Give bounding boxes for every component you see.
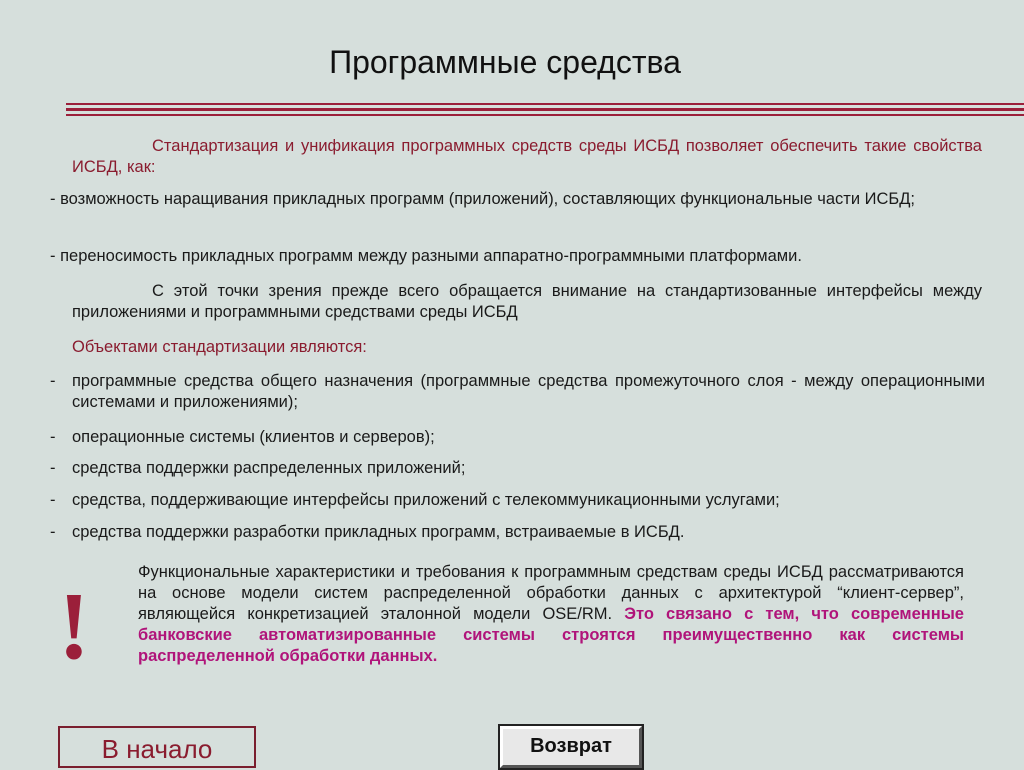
list-dash: - bbox=[50, 428, 56, 446]
property-item-2: - переносимость прикладных программ между разными аппаратно-программными платформами. bbox=[50, 247, 802, 265]
list-item-text: операционные системы (клиентов и серверов); bbox=[72, 428, 435, 446]
back-button[interactable]: Возврат bbox=[500, 726, 642, 768]
slide-title: Программные средства bbox=[329, 44, 681, 80]
note-text: Функциональные характеристики и требования к программным средствам среды ИСБД рассматриваются на основе модели систем распределенной обработки данных с архитектурой “клиент-сервер”, являющейся конкретизацией эталонной модели OSE/RM. bbox=[138, 563, 964, 623]
objects-heading: Объектами стандартизации являются: bbox=[72, 338, 367, 356]
title-divider-line-1 bbox=[66, 103, 1024, 105]
home-button[interactable]: В начало bbox=[58, 726, 256, 768]
property-item-1: - возможность наращивания прикладных программ (приложений), составляющих функциональные части ИСБД; bbox=[50, 190, 916, 208]
list-item-text: средства поддержки распределенных приложений; bbox=[72, 459, 466, 477]
intro-paragraph: Стандартизация и унификация программных средств среды ИСБД позволяет обеспечить такие свойства ИСБД, как: bbox=[72, 137, 982, 176]
exclamation-mark-icon: ! bbox=[58, 572, 90, 679]
viewpoint-paragraph: С этой точки зрения прежде всего обращается внимание на стандартизованные интерфейсы между приложениями и программными средствами среды ИСБД bbox=[72, 282, 982, 321]
note-paragraph bbox=[138, 562, 964, 667]
list-item-text: программные средства общего назначения (программные средства промежуточного слоя - между операционными системами и приложениями); bbox=[72, 372, 985, 411]
title-divider-line-3 bbox=[66, 114, 1024, 116]
note-emphasis: Это связано с тем, что современные банковские автоматизированные системы строятся преимущественно как системы распределенной обработки данных. bbox=[138, 605, 964, 665]
list-item-text: средства, поддерживающие интерфейсы приложений с телекоммуникационными услугами; bbox=[72, 491, 780, 509]
list-dash: - bbox=[50, 523, 56, 541]
title-divider-line-2 bbox=[66, 108, 1024, 111]
list-dash: - bbox=[50, 459, 56, 477]
list-item-text: средства поддержки разработки прикладных программ, встраиваемые в ИСБД. bbox=[72, 523, 685, 541]
list-dash: - bbox=[50, 372, 56, 390]
list-dash: - bbox=[50, 491, 56, 509]
